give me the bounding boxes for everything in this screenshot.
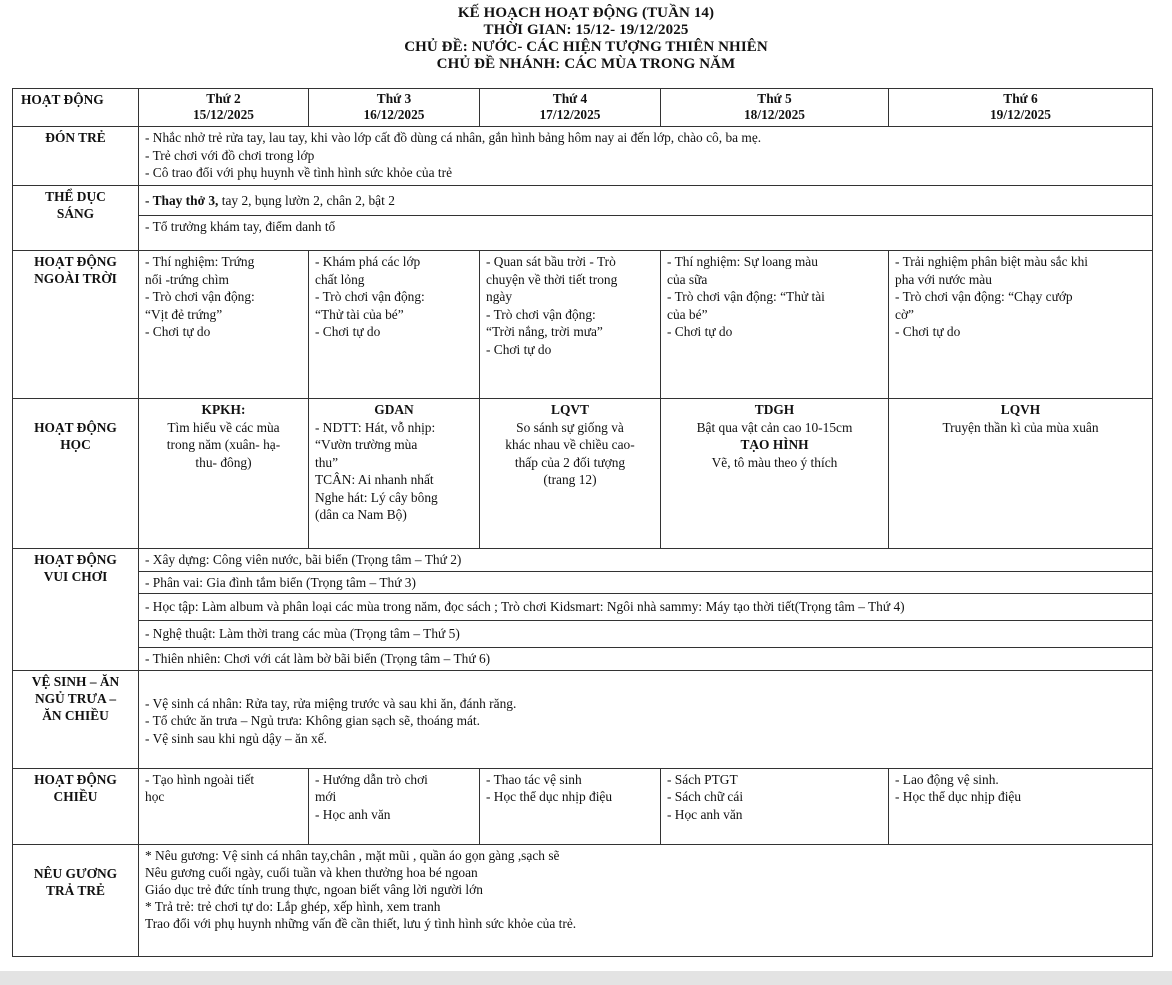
label-line: HOẠT ĐỘNG bbox=[34, 254, 117, 269]
list-item: - Khám phá các lớp bbox=[315, 254, 421, 269]
list-item: của bé” bbox=[667, 306, 708, 322]
list-item: - Trẻ chơi với đồ chơi trong lớp bbox=[145, 147, 315, 163]
document-header bbox=[0, 5, 1172, 73]
lesson-line: thấp của 2 đối tượng bbox=[514, 454, 626, 470]
list-item: chất lỏng bbox=[315, 271, 365, 287]
list-item: - Lao động vệ sinh. bbox=[895, 771, 999, 787]
chieu-thu bbox=[661, 768, 889, 844]
plan-theme: CHỦ ĐỀ: NƯỚC- CÁC HIỆN TƯỢNG THIÊN NHIÊN bbox=[404, 39, 768, 55]
ngoai-troi-fri bbox=[889, 251, 1153, 399]
activity-label bbox=[13, 670, 139, 768]
lesson-title: GDAN bbox=[374, 402, 414, 417]
exercise-rest: tay 2, bụng lườn 2, chân 2, bật 2 bbox=[218, 192, 395, 208]
list-item: - Trò chơi vận động: bbox=[486, 306, 596, 322]
list-item: ngày bbox=[486, 289, 513, 304]
row-neu-guong bbox=[13, 844, 1153, 956]
list-item: - Tổ chức ăn trưa – Ngủ trưa: Không gian sạch sẽ, thoáng mát. bbox=[145, 713, 481, 728]
lesson-line: Bật qua vật cản cao 10-15cm bbox=[696, 419, 853, 435]
list-item: Giáo dục trẻ đức tính trung thực, ngoan biết vâng lời người lớn bbox=[145, 881, 483, 897]
chieu-wed bbox=[480, 768, 661, 844]
list-item: - Vệ sinh cá nhân: Rửa tay, rửa miệng trước và sau khi ăn, đánh răng. bbox=[145, 695, 517, 711]
label-line: NGỦ TRƯA – bbox=[34, 690, 117, 706]
lesson-title: TDGH bbox=[754, 402, 795, 417]
list-item: - Trò chơi vận động: “Thử tài bbox=[667, 289, 825, 304]
lesson-line: - NDTT: Hát, vỗ nhịp: bbox=[315, 419, 436, 435]
hoc-thu bbox=[661, 399, 889, 549]
lesson-title: KPKH: bbox=[201, 402, 246, 417]
list-item: - Sách chữ cái bbox=[667, 789, 744, 804]
day-date: 17/12/2025 bbox=[539, 107, 601, 122]
ngoai-troi-thu bbox=[661, 251, 889, 399]
ve-sinh-content bbox=[139, 670, 1153, 768]
day-name: Thứ 6 bbox=[1003, 91, 1038, 106]
list-item: - Quan sát bầu trời - Trò bbox=[486, 254, 616, 269]
the-duc-attendance: - Tổ trưởng khám tay, điểm danh tổ bbox=[139, 216, 1153, 251]
neu-guong-content bbox=[139, 844, 1153, 956]
lesson-line: thu” bbox=[315, 454, 339, 470]
lesson-line: So sánh sự giống và bbox=[516, 419, 624, 435]
list-item: - Hướng dẫn trò chơi bbox=[315, 771, 428, 787]
activity-label bbox=[13, 549, 139, 671]
list-item: - Học anh văn bbox=[315, 806, 391, 822]
list-item: Trao đổi với phụ huynh những vấn đề cần thiết, lưu ý tình hình sức khỏe của trẻ. bbox=[145, 915, 577, 931]
list-item: - Trò chơi vận động: bbox=[315, 289, 425, 304]
ngoai-troi-wed bbox=[480, 251, 661, 399]
day-date: 18/12/2025 bbox=[743, 107, 805, 122]
chieu-mon bbox=[139, 768, 309, 844]
hoc-mon bbox=[139, 399, 309, 549]
ngoai-troi-mon bbox=[139, 251, 309, 399]
row-ve-sinh bbox=[13, 670, 1153, 768]
label-line: HOẠT ĐỘNG bbox=[34, 771, 117, 787]
day-name: Thứ 2 bbox=[206, 91, 241, 106]
list-item: pha với nước màu bbox=[895, 271, 992, 287]
weekly-plan-table bbox=[12, 88, 1153, 957]
vui-choi-item: - Xây dựng: Công viên nước, bãi biển (Trọng tâm – Thứ 2) bbox=[139, 549, 1153, 572]
day-header-fri bbox=[889, 89, 1153, 127]
lesson-line: (trang 12) bbox=[543, 472, 597, 487]
label-line: NÊU GƯƠNG bbox=[33, 865, 118, 881]
list-item: Nêu gương cuối ngày, cuối tuần và khen thưởng hoa bé ngoan bbox=[145, 864, 478, 880]
lesson-line: trong năm (xuân- hạ- bbox=[166, 437, 281, 452]
list-item: - Học thể dục nhịp điệu bbox=[895, 789, 1022, 804]
activity-label: ĐÓN TRẺ bbox=[13, 127, 139, 186]
row-hoat-dong-hoc bbox=[13, 399, 1153, 549]
row-ngoai-troi bbox=[13, 251, 1153, 399]
row-vui-choi-4 bbox=[13, 621, 1153, 648]
list-item: “Vịt đẻ trứng” bbox=[145, 306, 223, 322]
exercise-highlight: - Thay thở 3, bbox=[145, 192, 219, 208]
list-item: - Cô trao đổi với phụ huynh về tình hình sức khỏe của trẻ bbox=[145, 165, 453, 180]
activity-label bbox=[13, 768, 139, 844]
lesson-line: “Vườn trường mùa bbox=[315, 437, 418, 452]
row-vui-choi bbox=[13, 549, 1153, 572]
lesson-line: Truyện thần kì của mùa xuân bbox=[942, 419, 1099, 435]
row-the-duc bbox=[13, 186, 1153, 216]
list-item: - Chơi tự do bbox=[486, 341, 552, 357]
list-item: của sữa bbox=[667, 271, 708, 287]
label-line: HỌC bbox=[60, 437, 91, 452]
row-the-duc-2 bbox=[13, 216, 1153, 251]
day-date: 16/12/2025 bbox=[363, 107, 425, 122]
hoc-tue bbox=[309, 399, 480, 549]
list-item: - Trò chơi vận động: “Chạy cướp bbox=[895, 289, 1073, 304]
label-line: TRẢ TRẺ bbox=[46, 882, 105, 898]
row-vui-choi-2 bbox=[13, 571, 1153, 594]
label-line: HOẠT ĐỘNG bbox=[34, 552, 117, 567]
hoc-wed bbox=[480, 399, 661, 549]
lesson-line: Tìm hiểu về các mùa bbox=[167, 419, 280, 435]
row-vui-choi-5 bbox=[13, 648, 1153, 671]
day-name: Thứ 5 bbox=[757, 91, 792, 106]
chieu-tue bbox=[309, 768, 480, 844]
lesson-line: (dân ca Nam Bộ) bbox=[315, 507, 407, 522]
activity-label bbox=[13, 186, 139, 251]
list-item: cờ” bbox=[895, 306, 914, 322]
table-header-row bbox=[13, 89, 1153, 127]
list-item: - Học anh văn bbox=[667, 806, 743, 822]
row-don-tre bbox=[13, 127, 1153, 186]
list-item: “Trời nắng, trời mưa” bbox=[486, 324, 603, 339]
day-name: Thứ 4 bbox=[552, 91, 588, 106]
activity-label bbox=[13, 399, 139, 549]
list-item: - Vệ sinh sau khi ngủ dậy – ăn xế. bbox=[145, 730, 327, 746]
ngoai-troi-tue bbox=[309, 251, 480, 399]
list-item: “Thử tài của bé” bbox=[315, 306, 404, 322]
lesson-line: Vẽ, tô màu theo ý thích bbox=[711, 454, 838, 470]
label-line: ĂN CHIỀU bbox=[42, 707, 109, 723]
label-line: VỆ SINH – ĂN bbox=[31, 673, 120, 689]
list-item: học bbox=[145, 789, 165, 804]
day-header-wed bbox=[480, 89, 661, 127]
list-item: - Thí nghiệm: Trứng bbox=[145, 254, 255, 269]
label-line: HOẠT ĐỘNG bbox=[34, 420, 117, 435]
lesson-title: LQVT bbox=[551, 402, 589, 417]
plan-period: THỜI GIAN: 15/12- 19/12/2025 bbox=[483, 22, 689, 38]
the-duc-exercises bbox=[139, 186, 1153, 216]
lesson-title: LQVH bbox=[1000, 402, 1041, 417]
list-item: - Thao tác vệ sinh bbox=[486, 771, 582, 787]
list-item: - Học thể dục nhịp điệu bbox=[486, 789, 613, 804]
hoc-fri bbox=[889, 399, 1153, 549]
activity-column-header: HOẠT ĐỘNG bbox=[13, 89, 139, 127]
lesson-line: khác nhau về chiều cao- bbox=[505, 437, 635, 452]
list-item: * Trả trẻ: trẻ chơi tự do: Lắp ghép, xếp hình, xem tranh bbox=[145, 898, 441, 914]
activity-label bbox=[13, 844, 139, 956]
list-item: - Trò chơi vận động: bbox=[145, 289, 255, 304]
label-line: VUI CHƠI bbox=[43, 569, 108, 584]
day-date: 19/12/2025 bbox=[989, 107, 1051, 122]
vui-choi-item: - Học tập: Làm album và phân loại các mùa trong năm, đọc sách ; Trò chơi Kidsmart: Ngôi nhà sammy: Máy tạo thời tiết(Trọng tâm – Thứ 4) bbox=[139, 594, 1153, 621]
day-header-thu bbox=[661, 89, 889, 127]
label-line: CHIỀU bbox=[53, 788, 98, 804]
vui-choi-item: - Thiên nhiên: Chơi với cát làm bờ bãi biển (Trọng tâm – Thứ 6) bbox=[139, 648, 1153, 671]
list-item: - Thí nghiệm: Sự loang màu bbox=[667, 254, 818, 269]
list-item: - Trải nghiệm phân biệt màu sắc khi bbox=[895, 254, 1089, 269]
row-hoat-dong-chieu bbox=[13, 768, 1153, 844]
day-date: 15/12/2025 bbox=[192, 107, 254, 122]
list-item: - Chơi tự do bbox=[667, 324, 733, 339]
list-item: - Chơi tự do bbox=[895, 324, 961, 339]
plan-subtheme: CHỦ ĐỀ NHÁNH: CÁC MÙA TRONG NĂM bbox=[436, 56, 736, 72]
list-item: chuyện về thời tiết trong bbox=[486, 271, 618, 287]
list-item: - Chơi tự do bbox=[145, 324, 211, 339]
bottom-strip bbox=[0, 971, 1172, 985]
list-item: - Nhắc nhở trẻ rửa tay, lau tay, khi vào lớp cất đồ dùng cá nhân, gắn hình bảng hôm nay ai đến lớp, chào cô, ba mẹ. bbox=[145, 130, 762, 145]
day-header-tue bbox=[309, 89, 480, 127]
lesson-title: TẠO HÌNH bbox=[740, 437, 809, 452]
vui-choi-item: - Phân vai: Gia đình tắm biển (Trọng tâm – Thứ 3) bbox=[139, 571, 1153, 594]
list-item: - Sách PTGT bbox=[667, 771, 738, 787]
lesson-line: TCÂN: Ai nhanh nhất bbox=[315, 472, 434, 487]
lesson-line: Nghe hát: Lý cây bông bbox=[315, 489, 438, 505]
day-name: Thứ 3 bbox=[376, 91, 412, 106]
activity-label bbox=[13, 251, 139, 399]
label-line: NGOÀI TRỜI bbox=[34, 271, 117, 286]
chieu-fri bbox=[889, 768, 1153, 844]
lesson-line: thu- đông) bbox=[195, 454, 252, 470]
plan-title: KẾ HOẠCH HOẠT ĐỘNG (TUẦN 14) bbox=[457, 5, 715, 21]
list-item: nổi -trứng chìm bbox=[145, 271, 229, 287]
label-line: THỂ DỤC bbox=[45, 189, 106, 204]
don-tre-content bbox=[139, 127, 1153, 186]
day-header-mon bbox=[139, 89, 309, 127]
list-item: * Nêu gương: Vệ sinh cá nhân tay,chân , mặt mũi , quần áo gọn gàng ,sạch sẽ bbox=[145, 847, 560, 863]
list-item: - Chơi tự do bbox=[315, 324, 381, 339]
list-item: mới bbox=[315, 789, 337, 804]
label-line: SÁNG bbox=[56, 206, 95, 221]
row-vui-choi-3 bbox=[13, 594, 1153, 621]
vui-choi-item: - Nghệ thuật: Làm thời trang các mùa (Trọng tâm – Thứ 5) bbox=[139, 621, 1153, 648]
list-item: - Tạo hình ngoài tiết bbox=[145, 771, 255, 787]
